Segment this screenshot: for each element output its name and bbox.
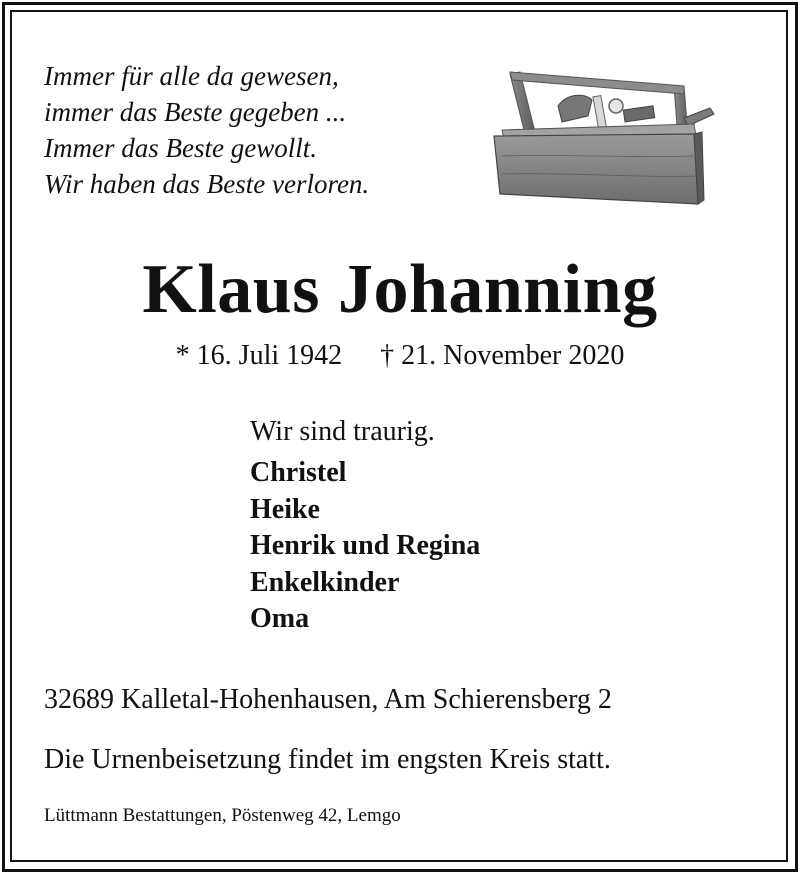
poem-line: Immer das Beste gewollt. (44, 133, 317, 163)
family-member: Heike (250, 493, 320, 525)
mourning-text: Wir sind traurig. (250, 416, 435, 447)
family-member: Enkelkinder (250, 566, 400, 598)
death-date: † 21. November 2020 (380, 340, 625, 371)
family-list (250, 455, 480, 638)
burial-note: Die Urnenbeisetzung findet im engsten Kreis statt. (44, 744, 611, 775)
poem-line: Immer für alle da gewesen, (44, 61, 339, 91)
life-dates (0, 338, 800, 374)
address: 32689 Kalletal-Hohenhausen, Am Schierensberg 2 (44, 684, 612, 715)
family-member: Oma (250, 603, 310, 634)
family-member: Henrik und Regina (250, 530, 481, 561)
undertaker-info: Lüttmann Bestattungen, Pöstenweg 42, Lemgo (44, 805, 401, 826)
family-member: Christel (250, 457, 347, 488)
poem (44, 58, 369, 202)
poem-line: Wir haben das Beste verloren. (44, 169, 370, 199)
toolbox-icon (488, 66, 718, 208)
poem-line: immer das Beste gegeben ... (44, 97, 347, 127)
deceased-name: Klaus Johanning (142, 251, 658, 328)
birth-date: * 16. Juli 1942 (175, 340, 343, 371)
